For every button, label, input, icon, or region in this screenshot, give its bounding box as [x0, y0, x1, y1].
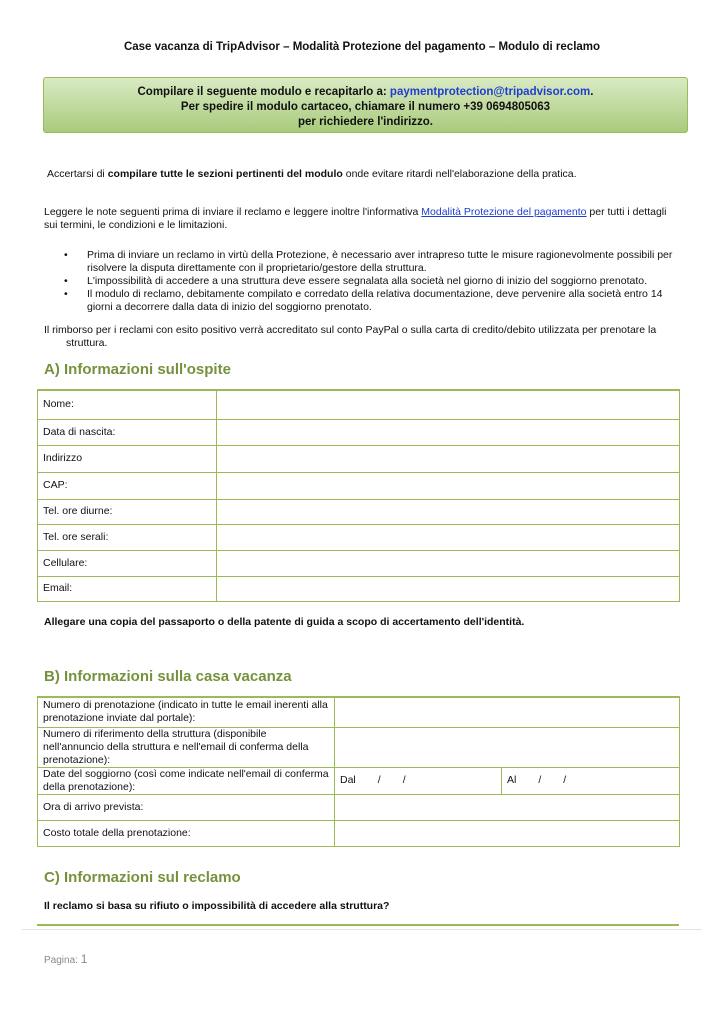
payment-protection-email[interactable]: paymentprotection@tripadvisor.com — [389, 86, 591, 98]
page-number: 1 — [80, 952, 88, 966]
postcode-input[interactable] — [217, 472, 680, 499]
intro-read-prefix: Leggere le note seguenti prima di inviare il reclamo e leggere inoltre l'informativa — [44, 206, 422, 218]
table-row — [38, 767, 680, 794]
arrival-time-input[interactable] — [335, 794, 680, 820]
date-separator: / — [377, 774, 381, 786]
banner-line-2: Per spedire il modulo cartaceo, chiamare il numero +39 0694805063 — [180, 101, 551, 113]
field-label: Indirizzo — [38, 445, 217, 472]
table-row — [38, 550, 680, 576]
footer-divider — [22, 929, 702, 930]
evening-phone-input[interactable] — [217, 524, 680, 550]
intro-ensure-prefix: Accertarsi di — [47, 168, 108, 180]
list-item: • L'impossibilità di accedere a una struttura deve essere segnalata alla società nel giorno di inizio del soggiorno prenotato. — [60, 275, 680, 288]
date-to-label: Al — [507, 774, 517, 786]
field-label: Tel. ore serali: — [38, 524, 217, 550]
intro-read — [44, 206, 676, 232]
table-row — [38, 820, 680, 846]
field-label: Date del soggiorno (così come indicate nell'email di conferma della prenotazione): — [38, 767, 335, 794]
date-to-input[interactable] — [502, 767, 680, 794]
section-b-heading: B) Informazioni sulla casa vacanza — [44, 668, 292, 685]
field-label: Numero di prenotazione (indicato in tutte le email inerenti alla prenotazione inviate dal portale): — [38, 697, 335, 727]
table-row — [38, 697, 680, 727]
field-label: Tel. ore diurne: — [38, 499, 217, 524]
table-row — [38, 727, 680, 767]
total-cost-input[interactable] — [335, 820, 680, 846]
section-c-heading: C) Informazioni sul reclamo — [44, 869, 241, 886]
table-row — [38, 445, 680, 472]
banner-line-3: per richiedere l'indirizzo. — [297, 116, 434, 128]
field-label: Nome: — [38, 390, 217, 419]
policy-link[interactable]: Modalità Protezione del pagamento — [421, 206, 587, 218]
instructions-banner — [43, 77, 688, 133]
field-label: Email: — [38, 576, 217, 601]
page-label: Pagina: — [44, 955, 81, 966]
intro-read-suffix: per tutti i dettagli sui termini, le condizioni e le limitazioni. — [44, 206, 667, 231]
table-row — [38, 794, 680, 820]
date-separator: / — [563, 774, 567, 786]
field-label: Numero di riferimento della struttura (disponibile nell'annuncio della struttura e nell'email di conferma della prenotazione): — [38, 727, 335, 767]
property-info-table — [37, 696, 680, 847]
address-input[interactable] — [217, 445, 680, 472]
field-label: Data di nascita: — [38, 419, 217, 445]
table-row — [38, 576, 680, 601]
table-row — [38, 524, 680, 550]
date-separator: / — [538, 774, 542, 786]
complaint-question: Il reclamo si basa su rifiuto o impossibilità di accedere alla struttura? — [44, 900, 390, 912]
notes-list — [60, 249, 680, 314]
property-reference-input[interactable] — [335, 727, 680, 767]
banner-line-1-suffix: . — [590, 86, 594, 98]
list-item: • Il modulo di reclamo, debitamente compilato e corredato della relativa documentazione, deve pervenire alla società entro 14 giorni a decorrere dalla data di inizio del soggiorno prenotato. — [60, 288, 680, 314]
document-title: Case vacanza di TripAdvisor – Modalità Protezione del pagamento – Modulo di reclamo — [123, 41, 601, 53]
field-label: Costo totale della prenotazione: — [38, 820, 335, 846]
refund-note: Il rimborso per i reclami con esito positivo verrà accreditato sul conto PayPal o sulla carta di credito/debito utilizzata per prenotare la struttura. — [44, 324, 657, 349]
field-label: CAP: — [38, 472, 217, 499]
intro-ensure — [47, 168, 687, 181]
booking-number-input[interactable] — [335, 697, 680, 727]
field-label: Cellulare: — [38, 550, 217, 576]
list-item: • Prima di inviare un reclamo in virtù della Protezione, è necessario aver intrapreso tutte le misure ragionevolmente possibili per risolvere la disputa direttamente con il proprietario/gestore della struttura. — [60, 249, 680, 275]
guest-info-table — [37, 389, 680, 602]
table-row — [38, 390, 680, 419]
table-row — [38, 499, 680, 524]
birth-date-input[interactable] — [217, 419, 680, 445]
date-from-label: Dal — [340, 774, 356, 786]
banner-line-1-text: Compilare il seguente modulo e recapitarlo a: — [137, 86, 390, 98]
name-input[interactable] — [217, 390, 680, 419]
table-row — [38, 472, 680, 499]
email-input[interactable] — [217, 576, 680, 601]
page-footer — [44, 952, 87, 966]
intro-ensure-suffix: onde evitare ritardi nell'elaborazione della pratica. — [342, 168, 577, 180]
table-row — [38, 419, 680, 445]
identity-note: Allegare una copia del passaporto o della patente di guida a scopo di accertamento dell'identità. — [44, 616, 525, 628]
day-phone-input[interactable] — [217, 499, 680, 524]
field-label: Ora di arrivo prevista: — [38, 794, 335, 820]
section-a-heading: A) Informazioni sull'ospite — [44, 361, 231, 378]
mobile-input[interactable] — [217, 550, 680, 576]
intro-ensure-bold: compilare tutte le sezioni pertinenti del modulo — [107, 168, 343, 180]
section-c-divider — [37, 924, 679, 926]
banner-line-1 — [44, 85, 687, 100]
date-separator: / — [402, 774, 406, 786]
date-from-input[interactable] — [335, 767, 502, 794]
